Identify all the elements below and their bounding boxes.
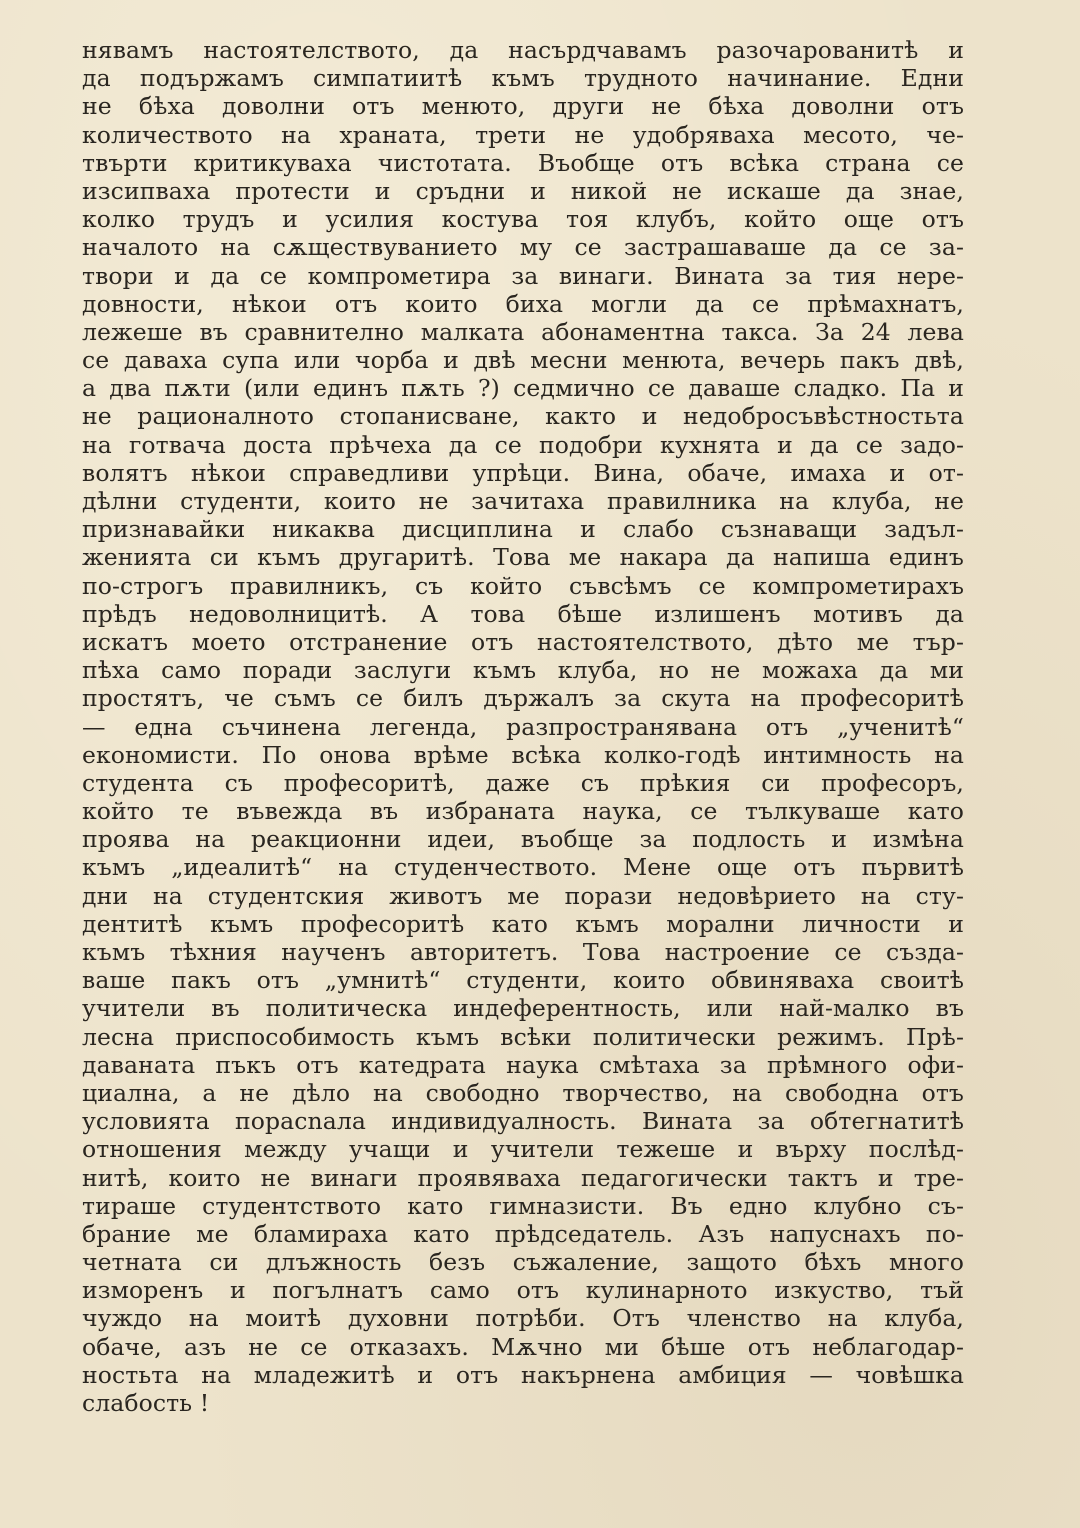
text-line: дни на студентския животъ ме порази недовѣрието на сту- [82, 881, 964, 910]
text-line: тираше студентството като гимназисти. Въ едно клубно съ- [82, 1191, 964, 1220]
text-line: не бѣха доволни отъ менюто, други не бѣха доволни отъ [82, 92, 964, 121]
text-line: къмъ „идеалитѣ“ на студенчеството. Мене още отъ първитѣ [82, 853, 964, 882]
text-line: циална, а не дѣло на свободно творчество, на свободна отъ [82, 1078, 964, 1107]
text-line: пѣха само поради заслуги къмъ клуба, но не можаха да ми [82, 656, 964, 685]
text-line: женията си къмъ другаритѣ. Това ме накара да напиша единъ [82, 543, 964, 572]
text-line: даваната пъкъ отъ катедрата наука смѣтаха за прѣмного офи- [82, 1050, 964, 1079]
text-line: условията порасnала индивидуалность. Вината за обтегнатитѣ [82, 1107, 964, 1136]
text-line: довности, нѣкои отъ които биха могли да се прѣмахнатъ, [82, 289, 964, 318]
text-line: дѣлни студенти, които не зачитаха правилника на клуба, не [82, 487, 964, 515]
body-text [82, 36, 964, 1417]
text-line: признавайки никаква дисциплина и слабо съзнаващи задъл- [82, 515, 964, 544]
text-line: изморенъ и погълнатъ само отъ кулинарното изкуство, тъй [82, 1276, 964, 1305]
text-line: студента съ професоритѣ, даже съ прѣкия си професоръ, [82, 768, 964, 797]
text-line: слабость ! [82, 1389, 210, 1417]
text-line: ностьта на младежитѣ и отъ накърнена амбиция — човѣшка [82, 1360, 964, 1389]
text-line: дентитѣ къмъ професоритѣ като къмъ морални личности и [82, 909, 964, 938]
text-line: количеството на храната, трети не удобряваха месото, че- [82, 120, 964, 149]
text-line: учители въ политическа индеферентность, или най-малко въ [82, 994, 964, 1023]
text-line: твърти критикуваха чистотата. Въобще отъ всѣка страна се [82, 148, 964, 177]
text-line: брание ме бламираха като прѣдседатель. Азъ напуснахъ по- [82, 1219, 964, 1248]
text-line: се даваха супа или чорба и двѣ месни менюта, вечерь пакъ двѣ, [82, 346, 964, 375]
text-line: четната си длъжность безъ съжаление, защото бѣхъ много [82, 1248, 964, 1277]
text-line: волятъ нѣкои справедливи упрѣци. Вина, обаче, имаха и от- [82, 458, 964, 487]
text-line: простятъ, че съмъ се билъ държалъ за скута на професоритѣ [82, 684, 964, 713]
text-line: отношения между учащи и учители тежеше и върху послѣд- [82, 1135, 964, 1164]
text-line: началото на сѫществуванието му се застрашаваше да се за- [82, 233, 964, 262]
text-line: къмъ тѣхния наученъ авторитетъ. Това настроение се създа- [82, 938, 964, 966]
text-line: нявамъ настоятелството, да насърдчавамъ разочарованитѣ и [82, 36, 964, 64]
text-line: прѣдъ недоволницитѣ. А това бѣше излишенъ мотивъ да [82, 599, 964, 628]
text-line: а два пѫти (или единъ пѫть ?) седмично се даваше сладко. Па и [82, 374, 964, 403]
text-line: нитѣ, които не винаги проявяваха педагогически тактъ и тре- [82, 1163, 964, 1192]
text-line: чуждо на моитѣ духовни потрѣби. Отъ членство на клуба, [82, 1304, 964, 1333]
text-line: колко трудъ и усилия костува тоя клубъ, който още отъ [82, 205, 964, 234]
text-line: ваше пакъ отъ „умнитѣ“ студенти, които обвиняваха своитѣ [82, 966, 964, 995]
text-line: проява на реакционни идеи, въобще за подлость и измѣна [82, 825, 964, 854]
text-line: лежеше въ сравнително малката абонаментна такса. За 24 лева [82, 317, 964, 346]
text-line: — една съчинена легенда, разпространявана отъ „ученитѣ“ [82, 712, 964, 741]
text-line: економисти. По онова врѣме всѣка колко-годѣ интимность на [82, 740, 964, 769]
text-line: изсипваха протести и сръдни и никой не искаше да знае, [82, 176, 964, 205]
text-line: на готвача доста прѣчеха да се подобри кухнята и да се задо- [82, 430, 964, 459]
text-line: твори и да се компрометира за винаги. Вината за тия нере- [82, 261, 964, 290]
text-line: обаче, азъ не се отказахъ. Мѫчно ми бѣше отъ неблагодар- [82, 1332, 964, 1361]
text-line: който те въвежда въ избраната наука, се тълкуваше като [82, 797, 964, 826]
text-line: искатъ моето отстранение отъ настоятелството, дѣто ме тър- [82, 627, 964, 656]
text-line: да подържамъ симпатиитѣ къмъ трудното начинание. Едни [82, 64, 964, 93]
text-line: лесна приспособимость къмъ всѣки политически режимъ. Прѣ- [82, 1022, 964, 1051]
text-line: не рационалното стопанисване, както и недобросъвѣстностьта [82, 402, 964, 431]
text-line: по-строгъ правилникъ, съ който съвсѣмъ се компрометирахъ [82, 571, 964, 600]
